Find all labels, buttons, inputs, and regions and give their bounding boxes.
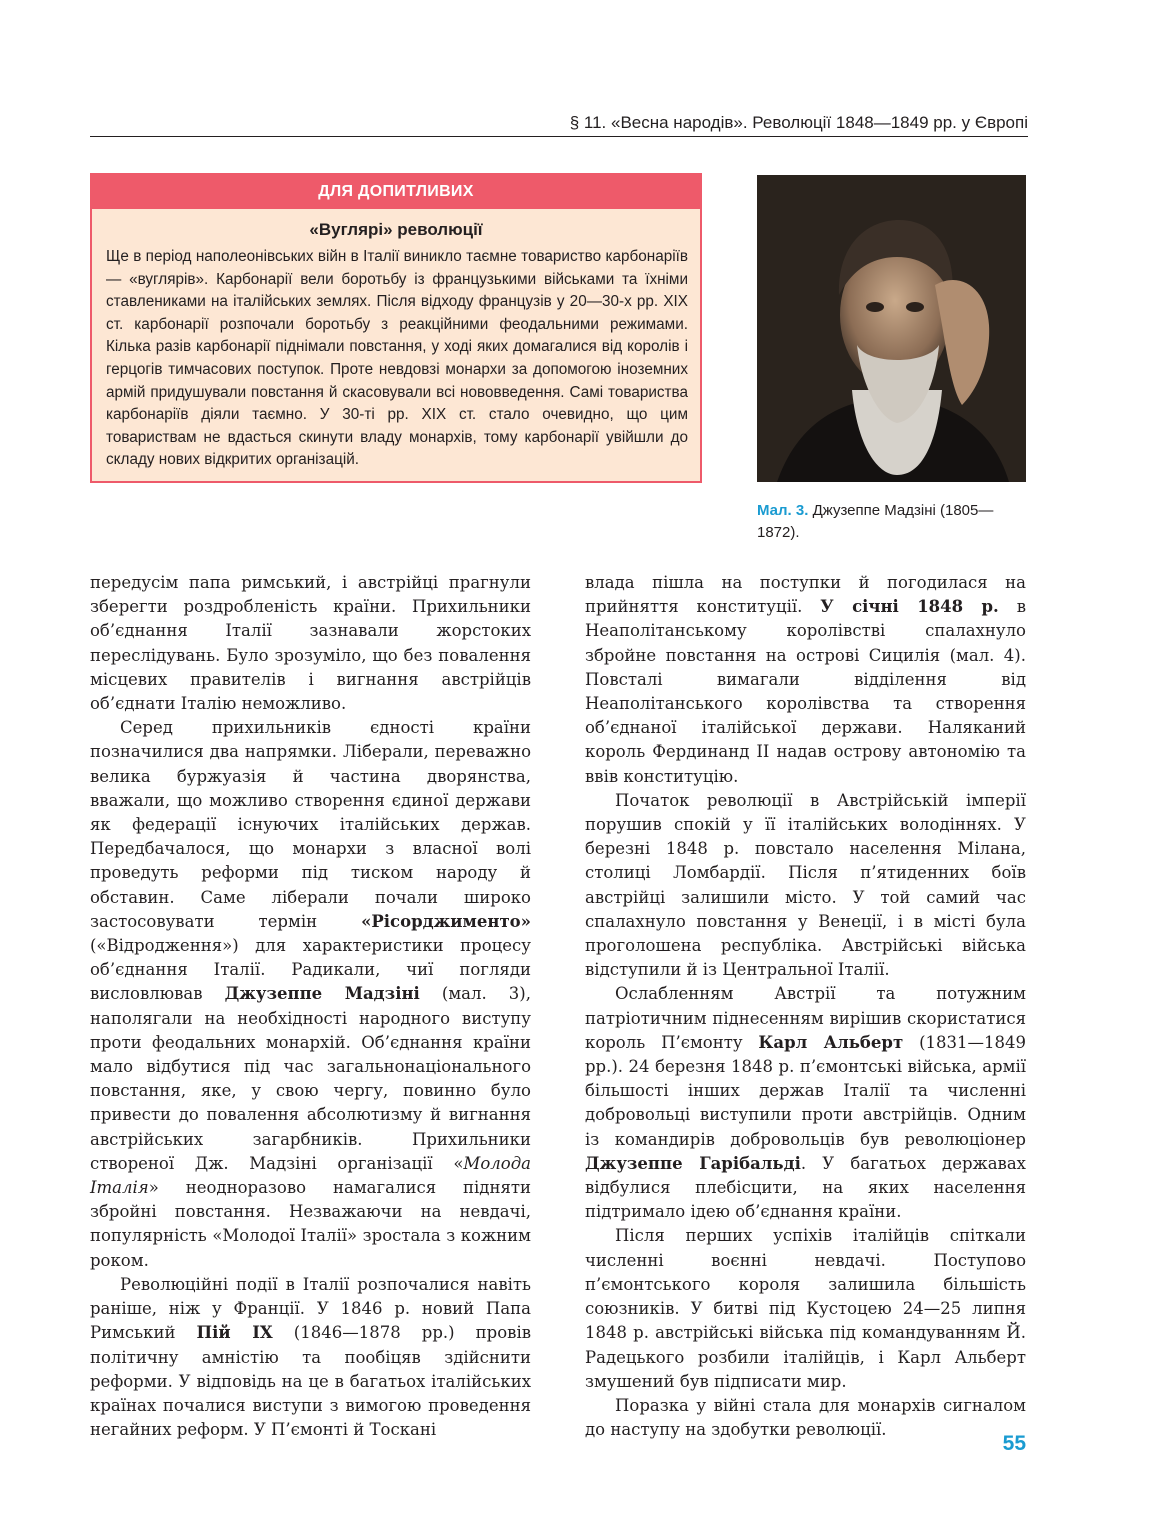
paragraph: Початок революції в Австрійській імперії порушив спокій у її італійських володіннях. У березні 1848 р. повстало населення Мілана, столиці Ломбардії. Після п’ятиденних боїв австрійці залишили місто. У той самий час спалахнуло повстання у Венеції, і в місті була проголошена республіка. Австрійські війська відступили й із Центральної Італії.	[585, 790, 1026, 980]
date-january-1848: У січні 1848 р.	[820, 597, 999, 617]
sidebox-title: «Вуглярі» революції	[309, 220, 483, 239]
paragraph: Ослабленням Австрії та потужним патріотичним піднесенням вирішив скористатися король П’ємонту Карл Альберт (1831—1849 рр.). 24 березня 1848 р. п’ємонтські війська, армії більшості інших держав Італії та численні добровольці виступили проти австрійців. Одним із командирів добровольців був революціонер Джузеппе Гарібальді. У багатьох державах відбулися плебісцити, на яких населення підтримало ідею об’єднання країни.	[585, 984, 1026, 1222]
figure-caption	[757, 500, 1017, 544]
paragraph: Серед прихильників єдності країни позначилися два напрямки. Ліберали, переважно велика буржуазія й частина дворянства, вважали, що можливо створення єдиної держави як федерації існуючих італійських держав. Передбачалося, що монархи з власної волі проведуть реформи під тиском народу й обставин. Саме ліберали почали широко застосовувати термін «Рісорджименто» («Відродження») для характеристики процесу об’єднання Італії. Радикали, чиї погляди висловлював Джузеппе Мадзіні (мал. 3), наполягали на необхідності народного виступу проти феодальних монархій. Об’єднання країни мало відбутися під час загальнонаціонального повстання, яке, у свою чергу, повинно було привести до повалення абсолютизму й вигнання австрійських загарбників. Прихильники створеної Дж. Мадзіні організації «Молода Італія» неодноразово намагалися підняти збройні повстання. Незважаючи на невдачі, популярність «Молодої Італії» зростала з кожним роком.	[90, 718, 531, 1270]
curious-sidebox	[90, 173, 702, 483]
name-garibaldi: Джузеппе Гарібальді	[585, 1153, 801, 1173]
sidebox-label: ДЛЯ ДОПИТЛИВИХ	[92, 175, 700, 209]
sidebox-text: Ще в період наполеонівських війн в Італії виникло таємне товариство карбонаріїв — «вуглярів». Карбонарії вели боротьбу із французькими військами та їхніми ставлениками на італійських землях. Після відходу французів у 20—30-х рр. XIX ст. карбонарії розпочали боротьбу з реакційними феодальними режимами. Кілька разів карбонарії піднімали повстання, у ході яких домагалися від королів і герцогів тимчасових поступок. Проте невдовзі монархи за допомогою іноземних армій придушували повстання й скасовували всі нововведення. Самі товариства карбонаріїв діяли таємно. У 30-ті рр. XIX ст. стало очевидно, що цим товариствам не вдасться скинути владу монархів, тому карбонарії увійшли до складу нових відкритих організацій.	[106, 248, 688, 469]
paragraph: Поразка у війні стала для монархів сигналом до наступу на здобутки революції.	[585, 1395, 1026, 1440]
paragraph: Революційні події в Італії розпочалися навіть раніше, ніж у Франції. У 1846 р. новий Папа Римський Пій IX (1846—1878 рр.) провів політичну амністію та пообіцяв здійснити реформи. У відповідь на це в багатьох італійських країнах почалися виступи з вимогою проведення негайних реформ. У П’ємонті й Тоскані	[90, 1274, 532, 1440]
page-number: 55	[1002, 1432, 1026, 1455]
paragraph: влада пішла на поступки й погодилася на прийняття конституції. У січні 1848 р. в Неаполітанському королівстві спалахнуло збройне повстання на острові Сицилія (мал. 4). Повсталі вимагали відділення від Неаполітанського королівства та створення об’єднаної італійської держави. Наляканий король Фердинанд II надав острову автономію та ввів конституцію.	[585, 573, 1026, 786]
name-mazzini: Джузеппе Мадзіні	[224, 984, 420, 1004]
mazzini-portrait-image	[757, 175, 1026, 482]
name-pius-ix: Пій IX	[196, 1323, 273, 1343]
running-header: § 11. «Весна народів». Революції 1848—1849 рр. у Європі	[90, 110, 1028, 137]
paragraph: передусім папа римський, і австрійці прагнули зберегти роздробленість країни. Прихильники об’єднання Італії зазнавали жорстоких переслідувань. Було зрозуміло, що без повалення місцевих правителів і вигнання австрійців об’єднати Італію неможливо.	[90, 573, 531, 714]
term-risorgimento: «Рісорджименто»	[361, 911, 531, 931]
name-charles-albert: Карл Альберт	[758, 1032, 904, 1052]
portrait-illustration	[757, 175, 1026, 482]
figure-label: Мал. 3.	[757, 502, 809, 519]
right-text-column	[585, 571, 1026, 1442]
paragraph: Після перших успіхів італійців спіткали численні воєнні невдачі. Поступово п’ємонтського короля залишила більшість союзників. У битві під Кустоцею 24—25 липня 1848 р. австрійські війська під командуванням Й. Радецького розбили італійців, і Карл Альберт змушений був підписати мир.	[585, 1226, 1026, 1391]
figure-caption-text: Джузеппе Мадзіні (1805—1872).	[757, 502, 994, 541]
young-italy-term: Молода Італія	[90, 1153, 531, 1198]
left-text-column	[90, 571, 531, 1442]
